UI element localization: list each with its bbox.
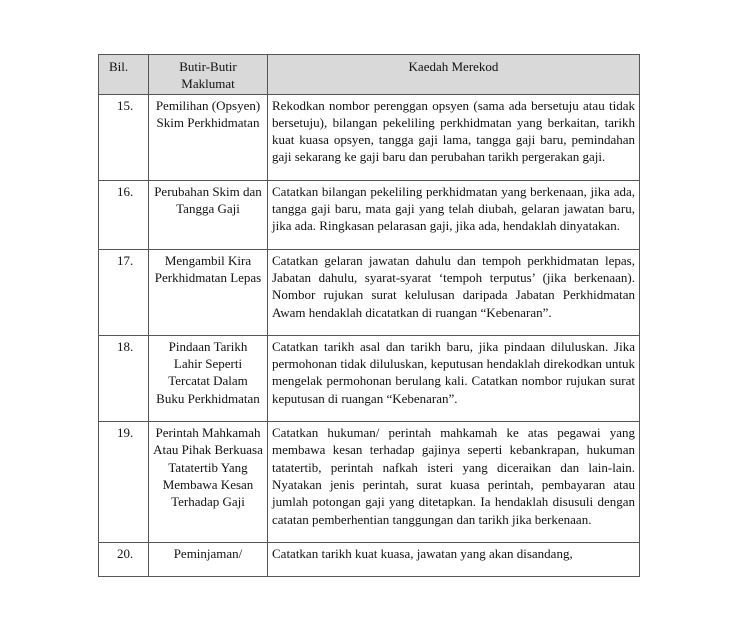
row-rule: Catatkan tarikh kuat kuasa, jawatan yang akan disandang, bbox=[268, 542, 640, 576]
row-item: Mengambil Kira Perkhidmatan Lepas bbox=[149, 249, 268, 335]
row-item: Pindaan Tarikh Lahir Seperti Tercatat Dalam Buku Perkhidmatan bbox=[149, 335, 268, 421]
row-number: 16. bbox=[99, 180, 149, 249]
row-number: 19. bbox=[99, 422, 149, 543]
table-row bbox=[99, 180, 640, 249]
records-table bbox=[98, 54, 640, 577]
row-rule: Catatkan gelaran jawatan dahulu dan tempoh perkhidmatan lepas, Jabatan dahulu, syarat-syarat ‘tempoh terputus’ (jika berkenaan). Nombor rujukan surat kelulusan daripada Jabatan Perkhidmatan Awam hendaklah dicatatkan di ruangan “Kebenaran”. bbox=[268, 249, 640, 335]
table-row bbox=[99, 249, 640, 335]
table-row bbox=[99, 422, 640, 543]
row-number: 20. bbox=[99, 542, 149, 576]
row-number: 15. bbox=[99, 94, 149, 180]
row-item: Perintah Mahkamah Atau Pihak Berkuasa Tatatertib Yang Membawa Kesan Terhadap Gaji bbox=[149, 422, 268, 543]
row-rule: Rekodkan nombor perenggan opsyen (sama ada bersetuju atau tidak bersetuju), bilangan pekeliling perkhidmatan yang berkaitan, tarikh kuat kuasa opsyen, tangga gaji lama, tangga gaji baru, pemindahan gaji sekarang ke gaji baru dan perubahan tarikh pergerakan gaji. bbox=[268, 94, 640, 180]
table-row bbox=[99, 542, 640, 576]
row-number: 18. bbox=[99, 335, 149, 421]
header-no: Bil. bbox=[99, 55, 149, 95]
row-number: 17. bbox=[99, 249, 149, 335]
row-item: Peminjaman/ bbox=[149, 542, 268, 576]
row-item: Perubahan Skim dan Tangga Gaji bbox=[149, 180, 268, 249]
row-rule: Catatkan tarikh asal dan tarikh baru, jika pindaan diluluskan. Jika permohonan tidak diluluskan, keputusan hendaklah direkodkan untuk mengelak permohonan berulang kali. Catatkan nombor rujukan surat keputusan di ruangan “Kebenaran”. bbox=[268, 335, 640, 421]
header-rule: Kaedah Merekod bbox=[268, 55, 640, 95]
header-item: Butir-Butir Maklumat bbox=[149, 55, 268, 95]
header-row bbox=[99, 55, 640, 95]
table-row bbox=[99, 94, 640, 180]
row-rule: Catatkan hukuman/ perintah mahkamah ke atas pegawai yang membawa kesan terhadap gajinya seperti kebankrapan, hukuman tatatertib, perintah nafkah isteri yang diceraikan dan lain-lain. Nyatakan jenis perintah, surat kuasa perintah, pembayaran atau jumlah potongan gaji yang ditetapkan. Ia hendaklah disusuli dengan catatan pemberhentian tanggungan dan tarikh jika berkenaan. bbox=[268, 422, 640, 543]
row-item: Pemilihan (Opsyen) Skim Perkhidmatan bbox=[149, 94, 268, 180]
row-rule: Catatkan bilangan pekeliling perkhidmatan yang berkenaan, jika ada, tangga gaji baru, mata gaji yang telah diubah, gelaran jawatan baru, jika ada. Ringkasan pelarasan gaji, jika ada, hendaklah dinyatakan. bbox=[268, 180, 640, 249]
table-row bbox=[99, 335, 640, 421]
